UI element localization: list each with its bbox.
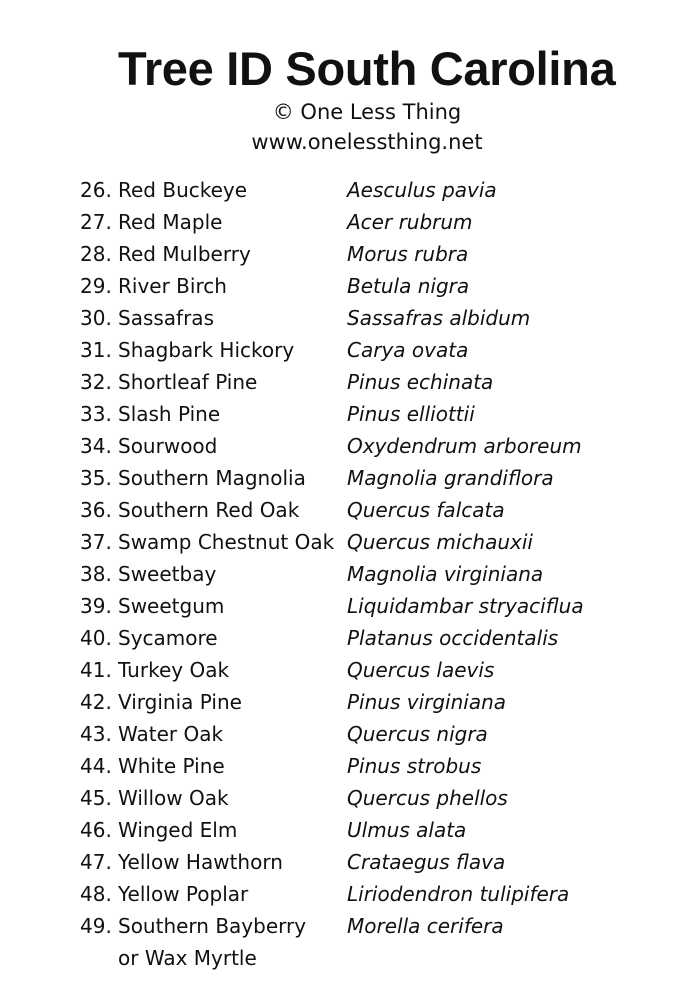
list-item	[80, 590, 660, 622]
scientific-name: Aesculus pavia	[347, 178, 497, 202]
item-number: 41.	[80, 658, 112, 682]
scientific-name: Platanus occidentalis	[347, 626, 559, 650]
scientific-name: Crataegus flava	[347, 850, 506, 874]
common-name: Sweetbay	[118, 562, 217, 586]
common-name: White Pine	[118, 754, 225, 778]
scientific-name: Pinus echinata	[347, 370, 494, 394]
list-item	[80, 398, 660, 430]
common-name: Sassafras	[118, 306, 214, 330]
item-number: 43.	[80, 722, 112, 746]
common-name: Water Oak	[118, 722, 224, 746]
common-name: Red Mulberry	[118, 242, 251, 266]
item-number: 29.	[80, 274, 112, 298]
item-number: 31.	[80, 338, 112, 362]
tree-list	[80, 174, 660, 974]
common-name: Shagbark Hickory	[118, 338, 295, 362]
item-number: 39.	[80, 594, 112, 618]
scientific-name: Quercus laevis	[347, 658, 495, 682]
common-name: Swamp Chestnut Oak	[118, 530, 335, 554]
item-number: 32.	[80, 370, 112, 394]
page-title: Tree ID South Carolina	[118, 42, 616, 95]
common-name: Southern Red Oak	[118, 498, 300, 522]
list-item	[80, 494, 660, 526]
list-item	[80, 846, 660, 878]
common-name: Red Buckeye	[118, 178, 248, 202]
item-number: 33.	[80, 402, 112, 426]
common-name: Willow Oak	[118, 786, 229, 810]
list-item	[80, 526, 660, 558]
common-name: Yellow Poplar	[118, 882, 249, 906]
scientific-name: Magnolia virginiana	[347, 562, 544, 586]
common-name: Turkey Oak	[118, 658, 230, 682]
list-item	[80, 910, 660, 974]
list-item	[80, 206, 660, 238]
item-number: 40.	[80, 626, 112, 650]
website-line: www.onelessthing.net	[251, 130, 483, 154]
list-item	[80, 622, 660, 654]
scientific-name: Quercus phellos	[347, 786, 508, 810]
common-name: Winged Elm	[118, 818, 238, 842]
common-name: Virginia Pine	[118, 690, 242, 714]
item-number: 47.	[80, 850, 112, 874]
scientific-name: Carya ovata	[347, 338, 469, 362]
item-number: 38.	[80, 562, 112, 586]
item-number: 28.	[80, 242, 112, 266]
item-number: 44.	[80, 754, 112, 778]
common-name: Southern Magnolia	[118, 466, 306, 490]
scientific-name: Betula nigra	[347, 274, 470, 298]
scientific-name: Pinus virginiana	[347, 690, 507, 714]
common-name: River Birch	[118, 274, 227, 298]
common-name: Sycamore	[118, 626, 218, 650]
list-item	[80, 814, 660, 846]
common-name-line1: Southern Bayberry	[118, 914, 307, 938]
common-name	[118, 910, 306, 974]
scientific-name: Morella cerifera	[347, 914, 504, 938]
common-name: Slash Pine	[118, 402, 221, 426]
item-number: 48.	[80, 882, 112, 906]
list-item	[80, 878, 660, 910]
item-number: 42.	[80, 690, 112, 714]
scientific-name: Quercus michauxii	[347, 530, 533, 554]
item-number: 46.	[80, 818, 112, 842]
item-number: 27.	[80, 210, 112, 234]
common-name: Red Maple	[118, 210, 223, 234]
list-item	[80, 430, 660, 462]
common-name-line2: or Wax Myrtle	[118, 946, 257, 970]
scientific-name: Liquidambar stryaciflua	[347, 594, 584, 618]
scientific-name: Pinus elliottii	[347, 402, 475, 426]
common-name: Yellow Hawthorn	[118, 850, 283, 874]
list-item	[80, 238, 660, 270]
list-item	[80, 334, 660, 366]
list-item	[80, 302, 660, 334]
item-number: 45.	[80, 786, 112, 810]
list-item	[80, 174, 660, 206]
item-number: 26.	[80, 178, 112, 202]
list-item	[80, 558, 660, 590]
list-item	[80, 782, 660, 814]
list-item	[80, 718, 660, 750]
item-number: 37.	[80, 530, 112, 554]
list-item	[80, 750, 660, 782]
common-name: Sourwood	[118, 434, 218, 458]
scientific-name: Acer rubrum	[347, 210, 473, 234]
scientific-name: Quercus falcata	[347, 498, 505, 522]
list-item	[80, 654, 660, 686]
item-number: 35.	[80, 466, 112, 490]
scientific-name: Magnolia grandiflora	[347, 466, 554, 490]
scientific-name: Ulmus alata	[347, 818, 467, 842]
list-item	[80, 686, 660, 718]
scientific-name: Oxydendrum arboreum	[347, 434, 582, 458]
item-number: 36.	[80, 498, 112, 522]
scientific-name: Liriodendron tulipifera	[347, 882, 570, 906]
item-number: 49.	[80, 914, 112, 938]
common-name: Shortleaf Pine	[118, 370, 258, 394]
list-item	[80, 366, 660, 398]
list-item	[80, 462, 660, 494]
item-number: 34.	[80, 434, 112, 458]
item-number: 30.	[80, 306, 112, 330]
scientific-name: Sassafras albidum	[347, 306, 531, 330]
copyright-line: © One Less Thing	[272, 100, 462, 124]
common-name: Sweetgum	[118, 594, 225, 618]
list-item	[80, 270, 660, 302]
scientific-name: Quercus nigra	[347, 722, 488, 746]
scientific-name: Pinus strobus	[347, 754, 482, 778]
scientific-name: Morus rubra	[347, 242, 469, 266]
